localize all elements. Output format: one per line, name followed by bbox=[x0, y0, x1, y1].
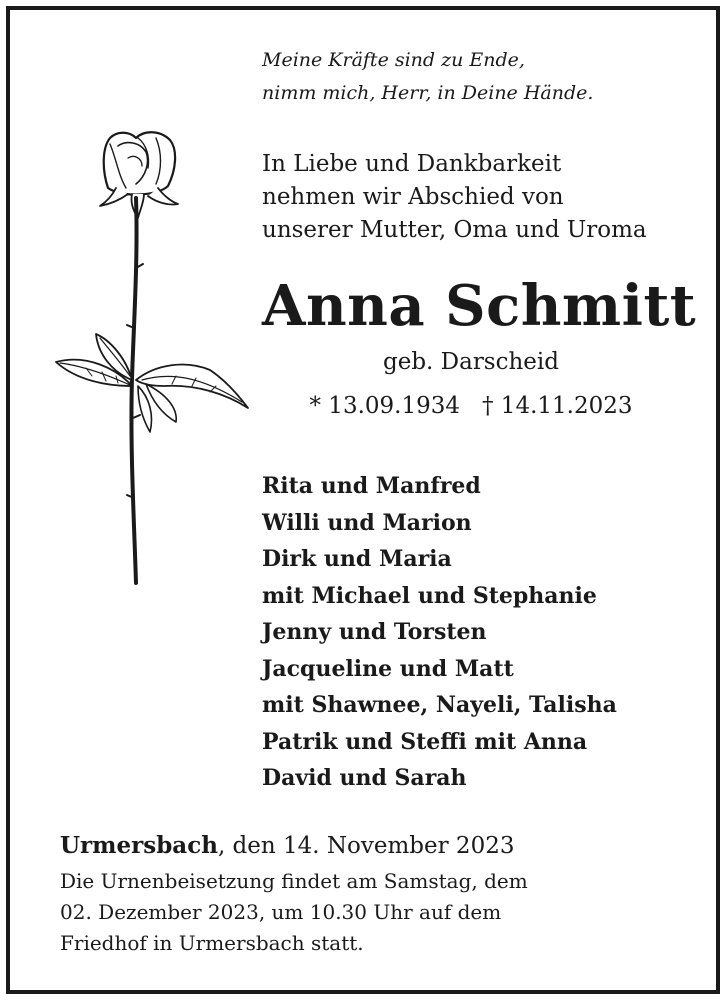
rose-icon bbox=[46, 118, 266, 598]
place-date-line bbox=[60, 828, 700, 864]
intro-line: nehmen wir Abschied von bbox=[262, 184, 564, 210]
death-date: † 14.11.2023 bbox=[482, 393, 633, 419]
list-item: David und Sarah bbox=[262, 765, 467, 791]
place-name: Urmersbach bbox=[60, 832, 218, 859]
notice-date: , den 14. November 2023 bbox=[217, 833, 515, 859]
burial-line: Die Urnenbeisetzung findet am Samstag, dem bbox=[60, 869, 528, 893]
birth-name: geb. Darscheid bbox=[382, 349, 559, 375]
intro-line: In Liebe und Dankbarkeit bbox=[262, 151, 562, 177]
obituary-notice bbox=[6, 6, 720, 994]
family-list bbox=[262, 468, 617, 797]
quote-line: Meine Kräfte sind zu Ende, bbox=[262, 49, 525, 71]
burial-line: Friedhof in Urmersbach statt. bbox=[60, 931, 364, 955]
list-item: Willi und Marion bbox=[262, 509, 472, 536]
list-item: mit Michael und Stephanie bbox=[262, 582, 597, 609]
burial-line: 02. Dezember 2023, um 10.30 Uhr auf dem bbox=[60, 900, 502, 924]
list-item: mit Shawnee, Nayeli, Talisha bbox=[262, 692, 617, 718]
list-item: Patrik und Steffi mit Anna bbox=[262, 728, 588, 755]
list-item: Jenny und Torsten bbox=[262, 619, 487, 645]
life-dates bbox=[262, 390, 680, 422]
list-item: Dirk und Maria bbox=[262, 546, 452, 572]
intro-line: unserer Mutter, Oma und Uroma bbox=[262, 217, 647, 243]
quote-verse bbox=[262, 44, 593, 110]
list-item: Jacqueline und Matt bbox=[262, 655, 514, 682]
burial-info bbox=[60, 866, 700, 959]
intro-text bbox=[262, 148, 647, 247]
list-item: Rita und Manfred bbox=[262, 473, 481, 499]
deceased-name: Anna Schmitt bbox=[262, 273, 697, 339]
birth-date: * 13.09.1934 bbox=[309, 393, 460, 419]
quote-line: nimm mich, Herr, in Deine Hände. bbox=[262, 82, 594, 104]
footer bbox=[60, 828, 700, 959]
